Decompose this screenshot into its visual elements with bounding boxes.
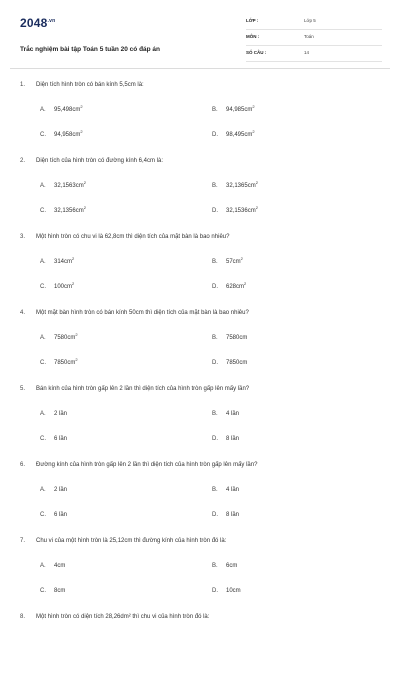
option-letter: A. (40, 107, 46, 113)
question-text (20, 538, 226, 544)
logo-main: 2048 (20, 16, 48, 30)
answer-option-c[interactable] (40, 129, 83, 138)
option-value: 314cm (54, 259, 73, 265)
answer-option-d[interactable] (212, 129, 255, 138)
option-letter: C. (40, 132, 46, 138)
question-item (0, 74, 400, 150)
answer-option-d[interactable] (212, 281, 246, 290)
question-prompt: Đường kính của hình tròn gấp lên 2 lần thì diện tích của hình tròn gấp lên mấy lần? (36, 462, 258, 468)
option-value: 2 lần (54, 487, 68, 493)
answer-option-c[interactable] (40, 509, 67, 518)
answer-option-a[interactable] (40, 180, 86, 189)
option-value: 32,1536cm (226, 208, 256, 214)
option-value: 95,498cm (54, 107, 81, 113)
option-exponent: 2 (255, 180, 258, 185)
meta-value-count: 14 (304, 50, 310, 55)
option-value: 10cm (226, 588, 241, 594)
option-letter: B. (212, 335, 218, 341)
question-number: 8. (20, 614, 26, 620)
answer-option-b[interactable] (212, 256, 243, 265)
question-number: 4. (20, 310, 26, 316)
meta-label-class: LỚP : (246, 18, 259, 23)
header-divider (10, 68, 390, 69)
question-item (0, 454, 400, 530)
meta-table (246, 14, 382, 62)
option-letter: C. (40, 512, 46, 518)
question-text (20, 614, 209, 620)
option-letter: D. (212, 132, 218, 138)
option-letter: D. (212, 588, 218, 594)
option-value: 32,1563cm (54, 183, 84, 189)
answer-option-d[interactable] (212, 509, 239, 518)
option-letter: A. (40, 563, 46, 569)
option-value: 98,495cm (226, 132, 253, 138)
option-letter: D. (212, 284, 218, 290)
question-item (0, 150, 400, 226)
question-number: 6. (20, 462, 26, 468)
answer-option-d[interactable] (212, 433, 239, 442)
answer-option-b[interactable] (212, 484, 239, 493)
answer-option-b[interactable] (212, 180, 258, 189)
answer-option-d[interactable] (212, 205, 258, 214)
option-value: 32,1356cm (54, 208, 84, 214)
question-number: 2. (20, 158, 26, 164)
question-number: 1. (20, 82, 26, 88)
answer-option-a[interactable] (40, 104, 83, 113)
answer-option-c[interactable] (40, 585, 65, 594)
question-prompt: Một hình tròn có chu vi là 62,8cm thì diện tích của mặt bàn là bao nhiêu? (36, 234, 230, 240)
meta-label-count: SỐ CÂU : (246, 50, 267, 55)
option-letter: A. (40, 335, 46, 341)
answer-option-b[interactable] (212, 408, 239, 417)
option-value: 6 lần (54, 436, 68, 442)
option-letter: D. (212, 208, 218, 214)
answer-option-a[interactable] (40, 560, 65, 569)
answer-option-b[interactable] (212, 104, 255, 113)
option-exponent: 2 (252, 104, 255, 109)
meta-value-subject: Toán (304, 34, 314, 39)
answer-option-a[interactable] (40, 332, 78, 341)
question-prompt: Một mặt bàn hình tròn có bán kính 50cm thì diện tích của mặt bàn là bao nhiêu? (36, 310, 249, 316)
question-prompt: Bán kính của hình tròn gấp lên 2 lần thì diện tích của hình tròn gấp lên mấy lần? (36, 386, 250, 392)
question-prompt: Chu vi của một hình tròn là 25,12cm thì đường kính của hình tròn đó là: (36, 538, 227, 544)
option-exponent: 2 (72, 256, 75, 261)
option-value: 8cm (54, 588, 66, 594)
meta-row-count (246, 46, 382, 62)
option-exponent: 2 (83, 180, 86, 185)
answer-option-c[interactable] (40, 357, 78, 366)
option-value: 628cm (226, 284, 245, 290)
document-title: Trắc nghiệm bài tập Toán 5 tuần 20 có đáp án (20, 46, 161, 53)
option-letter: C. (40, 588, 46, 594)
meta-row-class (246, 14, 382, 30)
option-letter: B. (212, 411, 218, 417)
option-exponent: 2 (244, 281, 247, 286)
option-letter: C. (40, 360, 46, 366)
question-text (20, 234, 229, 240)
option-value: 7580cm (54, 335, 76, 341)
question-number: 7. (20, 538, 26, 544)
option-value: 7850cm (54, 360, 76, 366)
option-value: 94,958cm (54, 132, 81, 138)
question-item (0, 606, 400, 682)
option-value: 4 lần (226, 487, 240, 493)
option-value: 94,985cm (226, 107, 253, 113)
option-value: 100cm (54, 284, 73, 290)
option-letter: B. (212, 487, 218, 493)
option-letter: C. (40, 436, 46, 442)
option-exponent: 2 (75, 332, 78, 337)
site-logo[interactable] (20, 16, 55, 30)
option-value: 8 lần (226, 436, 240, 442)
option-letter: D. (212, 512, 218, 518)
answer-option-c[interactable] (40, 433, 67, 442)
option-letter: B. (212, 107, 218, 113)
logo-suffix: .vn (47, 18, 56, 24)
question-list (0, 74, 400, 682)
option-letter: A. (40, 259, 46, 265)
answer-option-a[interactable] (40, 408, 67, 417)
question-item (0, 530, 400, 606)
question-text (20, 82, 144, 88)
option-exponent: 2 (240, 256, 243, 261)
option-letter: D. (212, 360, 218, 366)
question-text (20, 462, 257, 468)
option-value: 57cm (226, 259, 241, 265)
option-value: 7580cm (226, 335, 248, 341)
meta-row-subject (246, 30, 382, 46)
option-letter: B. (212, 183, 218, 189)
question-item (0, 226, 400, 302)
option-exponent: 2 (75, 357, 78, 362)
option-letter: C. (40, 208, 46, 214)
question-prompt: Diện tích hình tròn có bán kính 5,5cm là: (36, 82, 144, 88)
option-exponent: 2 (80, 129, 83, 134)
option-value: 2 lần (54, 411, 68, 417)
question-number: 5. (20, 386, 26, 392)
option-letter: A. (40, 487, 46, 493)
option-letter: A. (40, 411, 46, 417)
question-item (0, 302, 400, 378)
answer-option-d[interactable] (212, 585, 241, 594)
option-exponent: 2 (252, 129, 255, 134)
meta-label-subject: MÔN : (246, 34, 260, 39)
answer-option-c[interactable] (40, 281, 74, 290)
option-letter: D. (212, 436, 218, 442)
question-text (20, 158, 163, 164)
option-exponent: 2 (255, 205, 258, 210)
option-exponent: 2 (72, 281, 75, 286)
question-text (20, 386, 249, 392)
option-value: 32,1365cm (226, 183, 256, 189)
option-letter: C. (40, 284, 46, 290)
question-item (0, 378, 400, 454)
question-text (20, 310, 249, 316)
answer-option-c[interactable] (40, 205, 86, 214)
option-value: 4 lần (226, 411, 240, 417)
option-letter: B. (212, 259, 218, 265)
question-prompt: Một hình tròn có diện tích 28,26dm² thì chu vi của hình tròn đó là: (36, 614, 210, 620)
answer-option-a[interactable] (40, 256, 74, 265)
question-number: 3. (20, 234, 26, 240)
option-letter: A. (40, 183, 46, 189)
meta-value-class: Lớp 5 (304, 18, 316, 23)
option-value: 6cm (226, 563, 238, 569)
option-value: 7850cm (226, 360, 248, 366)
option-exponent: 2 (83, 205, 86, 210)
option-value: 6 lần (54, 512, 68, 518)
question-prompt: Diện tích của hình tròn có đường kính 6,4cm là: (36, 158, 164, 164)
answer-option-b[interactable] (212, 560, 237, 569)
option-exponent: 2 (80, 104, 83, 109)
answer-option-a[interactable] (40, 484, 67, 493)
option-value: 4cm (54, 563, 66, 569)
option-letter: B. (212, 563, 218, 569)
document-header (20, 12, 382, 60)
option-value: 8 lần (226, 512, 240, 518)
answer-option-d[interactable] (212, 357, 247, 366)
answer-option-b[interactable] (212, 332, 247, 341)
